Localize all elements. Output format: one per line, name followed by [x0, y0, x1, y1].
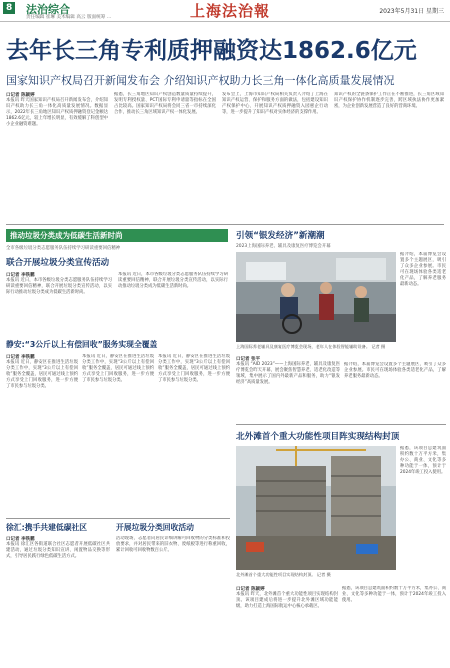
lead-subheadline: 国家知识产权局召开新闻发布会 介绍知识产权助力长三角一体化高质量发展情况 [6, 74, 395, 87]
pension-headline: 引领“银发经济”新潮潮 [236, 231, 325, 241]
northbund-body-right: 据悉，该项目总建筑面积约数十万平方米，集办公、商业、文化等多种功能于一体，预计于2024年竣工投入使用。 [400, 446, 446, 475]
pension-body-right: 据介绍，本届博览会设置多个主题展区，吸引了众多企业参展。市民可在现场体验各类适老化产品，了解养老服务最新动态。 [400, 252, 446, 287]
northbund-headline: 北外滩首个重大功能性项目阵实现结构封顶 [236, 432, 400, 442]
northbund-body-col-1 [236, 586, 338, 662]
xuhui-headline: 徐汇:携手共建低碳社区 [6, 523, 88, 532]
jingan-headline: 静安:“3公斤以上有偿回收”服务实现全覆盖 [6, 340, 158, 349]
jingan-body-col-2: 本报讯 近日，静安区在推进生活垃圾分类工作中，实现“3公斤以上有偿回收”服务全覆盖，居民可通过线上预约方式享受上门回收服务，进一步方便了市民参与垃圾分类。 [82, 354, 154, 383]
masthead [0, 0, 450, 22]
lead-body-text-1: 本报讯 昨天国家知识产权局召开新闻发布会，介绍知识产权助力长三角一体化高质量发展情况。数据显示，2022年长三角地区知识产权质押融资登记金额达1862.6亿元，较上年增长明显，有效缓解了科创型中小企业融资难题。 [6, 98, 108, 127]
jingan-body-col-3: 本报讯 近日，静安区在推进生活垃圾分类工作中，实现“3公斤以上有偿回收”服务全覆盖，居民可通过线上预约方式享受上门回收服务，进一步方便了市民参与垃圾分类。 [158, 354, 230, 383]
pension-body: 本报讯 “AID 2023”——上海国际养老、辅具及康复医疗博览会昨天开幕，展会聚焦智慧养老、适老化改造等领域，集中展示了国内外最新产品和服务，助力“银发经济”高质量发展。 [236, 362, 340, 385]
newspaper-logo: 上海法治報 [190, 2, 271, 20]
page-number-badge: 8 [3, 2, 15, 14]
promo-body: 本报讯 近日，本市各级垃圾分类志愿服务队伍持续学习研读重要回信精神，联合开展垃圾分类宣传活动，以实际行动推动垃圾分类成为低碳生活新时尚。 [6, 278, 112, 295]
expo-photo-caption: 上海国际养老辅具及康复医疗博览会现场，老年人在体验智能辅助设备。 记者 摄 [236, 344, 386, 349]
lead-body-col-4: 知识产权的全链条保护工作正在不断推进，长三角区域知识产权保护协作机制逐步完善，跨区域执法协作更加紧密，为企业创新发展营造了良好的营商环境。 [334, 92, 444, 109]
xuhui-byline: 口记者 李铁鹏 [6, 537, 35, 542]
divider-left [6, 518, 230, 519]
recycle-body: 活动现场，志愿者向居民详细讲解可回收物的分类标准和投放要求，并对居民带来的旧衣物、废纸板等进行称重回收，累计回收可回收物数百公斤。 [116, 536, 230, 553]
lead-body-col-3: 发布会上，上海市知识产权局相关负责人介绍了上海在知识产权运营、保护和服务方面的做法，包括建设知识产权保护中心、开展知识产权质押融资入园惠企行动等，进一步提升了知识产权对实体经济的支撑作用。 [222, 92, 328, 115]
section-divider [6, 224, 444, 225]
pension-body-col-1 [236, 356, 340, 420]
issue-date: 2023年5月31日 星期三 [379, 8, 444, 15]
expo-photo [236, 252, 396, 342]
jingan-body-col-1 [6, 354, 78, 514]
lead-headline: 去年长三角专利质押融资达1862.6亿元 [6, 38, 417, 64]
divider-right [236, 424, 446, 425]
lead-byline: 口记者 陈颖婷 [6, 93, 35, 98]
construction-photo-illustration [236, 446, 396, 570]
northbund-body: 本报讯 昨天，北外滩首个重大功能性项目实现结构封顶。该项目建成后将进一步提升北外滩区域功能能级，助力打造上海国际航运中心核心承载区。 [236, 592, 338, 609]
expo-photo-illustration [236, 252, 396, 342]
pension-subheadline: 2023上海国际养老、辅具及康复医疗博览会开幕 [236, 244, 331, 249]
xuhui-body-text: 本报讯 徐汇区各街道联合社区志愿者开展低碳社区共建活动，通过垃圾分类知识宣讲、闲置物品交换等形式，引导居民践行绿色低碳生活方式。 [6, 542, 110, 559]
promo-body-col-1 [6, 272, 112, 332]
promo-kicker: 全市各级垃圾分类志愿服务队伍持续学习研读重要回信精神 [6, 246, 121, 251]
construction-photo [236, 446, 396, 570]
promo-byline: 口记者 李铁鹏 [6, 273, 35, 278]
lead-body-col-1 [6, 92, 108, 220]
promo-headline: 联合开展垃圾分类宣传活动 [6, 258, 110, 268]
promo-body-col-2: 本报讯 近日，本市各级垃圾分类志愿服务队伍持续学习研读重要回信精神，联合开展垃圾分类宣传活动，以实际行动推动垃圾分类成为低碳生活新时尚。 [118, 272, 228, 289]
section-name: 法治综合 [26, 3, 70, 16]
recycle-headline: 开展垃圾分类回收活动 [116, 523, 194, 532]
xuhui-body [6, 536, 110, 662]
construction-photo-caption: 北外滩首个重大功能性项目实现结构封顶。 记者 摄 [236, 572, 331, 577]
pension-body-col-2: 据介绍，本届博览会设置多个主题展区，吸引了众多企业参展。市民可在现场体验各类适老化产品，了解养老服务最新动态。 [344, 362, 446, 379]
northbund-byline: 口记者 陈颖婷 [236, 587, 265, 592]
lead-body-col-2: 据悉，长三角地区知识产权创造数量质量持续提升，发明专利授权量、PCT国际专利申请量等指标在全国占比较高。国家知识产权局将会同三省一市持续深化合作，推动长三角区域知识产权一体化发展。 [114, 92, 216, 115]
pension-byline: 口记者 张平 [236, 357, 261, 362]
editor-line: 责任编辑 崔琳 美术编辑 高云 版面统筹 … [26, 15, 112, 20]
northbund-body-col-2: 据悉，该项目总建筑面积约数十万平方米，集办公、商业、文化等多种功能于一体，预计于2024年竣工投入使用。 [342, 586, 446, 603]
jingan-body: 本报讯 近日，静安区在推进生活垃圾分类工作中，实现“3公斤以上有偿回收”服务全覆盖，居民可通过线上预约方式享受上门回收服务，进一步方便了市民参与垃圾分类。 [6, 360, 78, 389]
topic-banner: 推动垃圾分类成为低碳生活新时尚 [6, 229, 228, 242]
jingan-byline: 口记者 李铁鹏 [6, 355, 35, 360]
